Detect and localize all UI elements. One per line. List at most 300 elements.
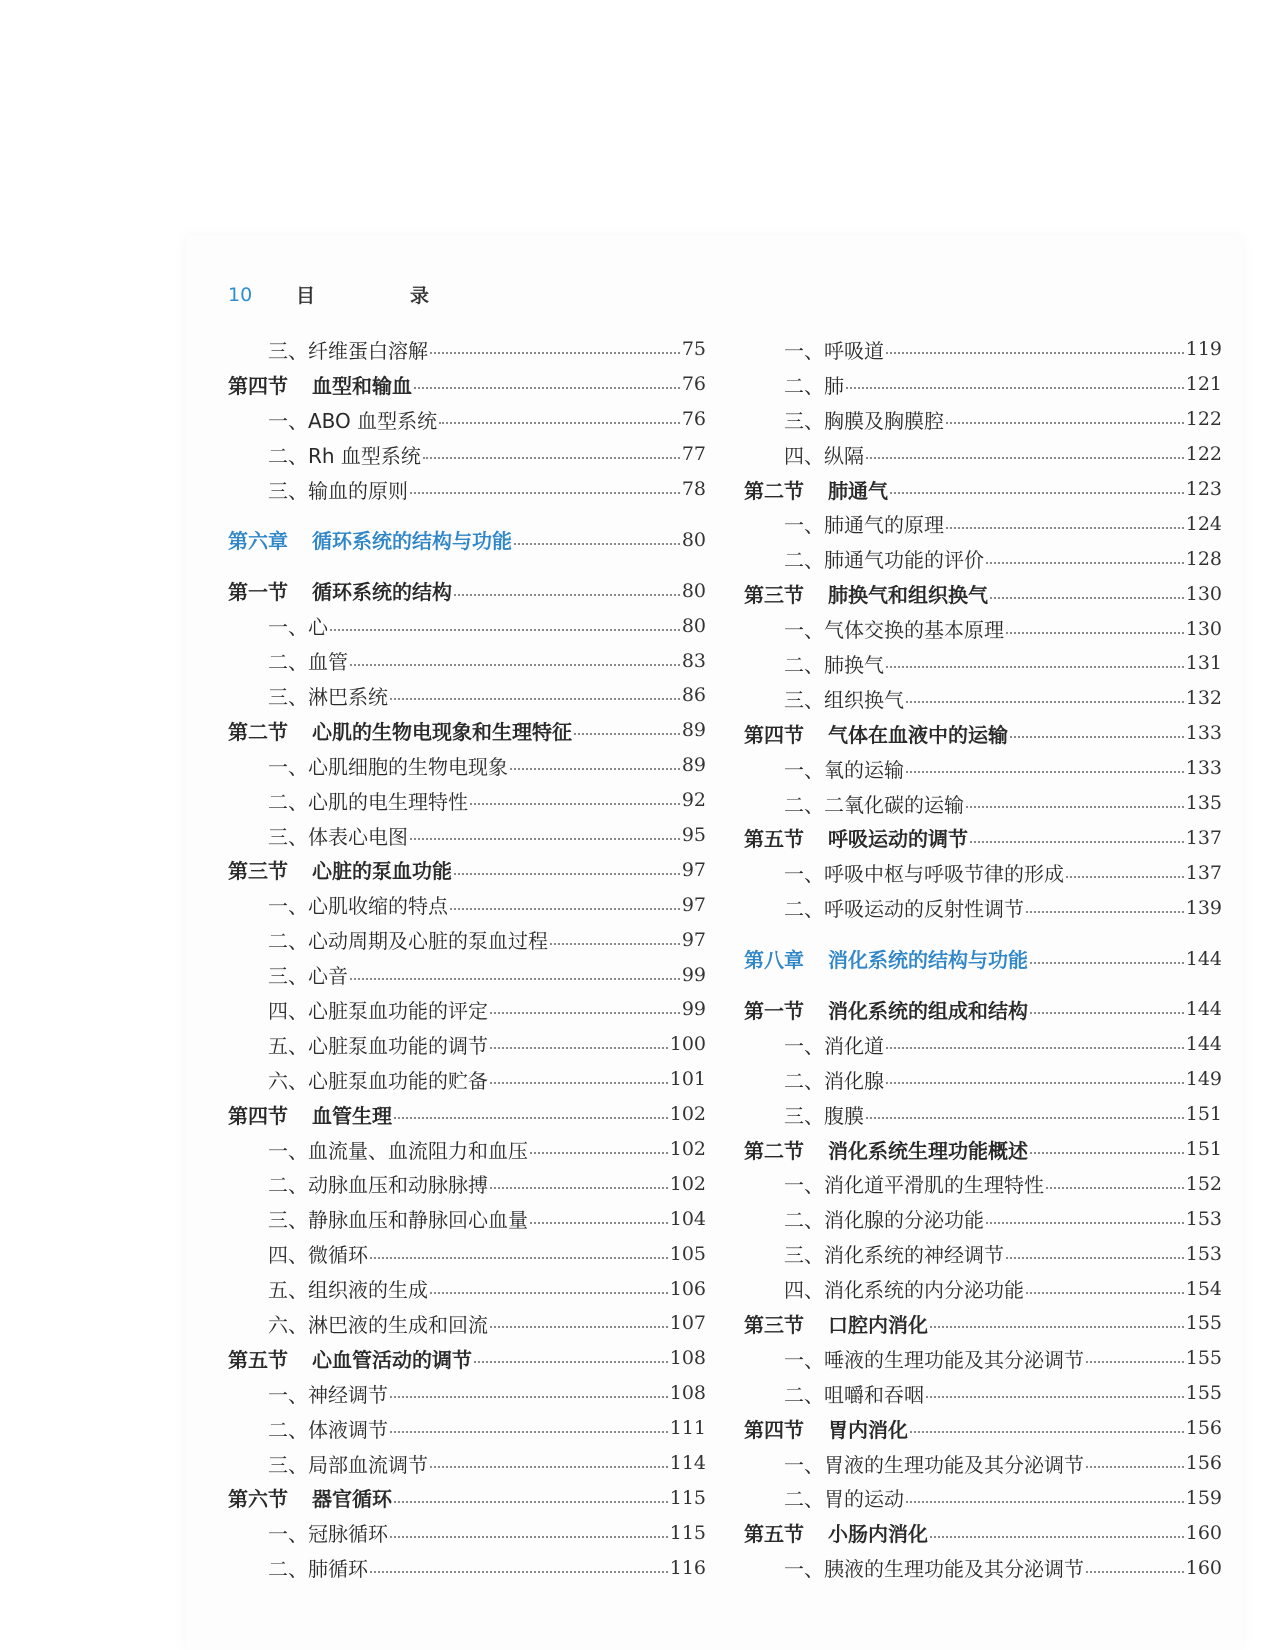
toc-entry-lead xyxy=(268,995,488,1024)
toc-entry-lead xyxy=(228,525,512,554)
dot-leader xyxy=(550,943,680,945)
toc-entry-lead xyxy=(268,1274,428,1303)
toc-entry-page: 111 xyxy=(669,1417,706,1440)
toc-entry-page: 159 xyxy=(1185,1486,1222,1509)
dot-leader xyxy=(906,701,1184,703)
toc-entry-page: 107 xyxy=(669,1312,706,1335)
toc-chapter[interactable] xyxy=(744,941,1222,976)
dot-leader xyxy=(454,594,680,596)
toc-entry[interactable] xyxy=(228,1062,706,1097)
toc-section[interactable] xyxy=(228,1341,706,1376)
dot-leader xyxy=(1086,1466,1184,1468)
toc-entry-lead xyxy=(784,335,884,364)
toc-section[interactable] xyxy=(744,472,1222,507)
toc-entry-label: 一、冠脉循环 xyxy=(268,1522,388,1547)
toc-entry-lead xyxy=(744,944,1028,973)
toc-entry[interactable] xyxy=(228,1515,706,1550)
dot-leader xyxy=(330,629,680,631)
toc-entry[interactable] xyxy=(228,1411,706,1446)
toc-entry-page: 97 xyxy=(681,858,706,881)
toc-entry-page: 108 xyxy=(669,1382,706,1405)
dot-leader xyxy=(430,1292,668,1294)
toc-entry[interactable] xyxy=(744,1097,1222,1132)
toc-entry-label: 二、肺换气 xyxy=(784,652,884,677)
toc-entry-page: 137 xyxy=(1185,861,1222,884)
toc-entry[interactable] xyxy=(744,437,1222,472)
toc-entry-lead xyxy=(268,960,348,989)
toc-entry-label: 三、腹膜 xyxy=(784,1103,864,1128)
toc-entry-lead xyxy=(268,890,448,919)
dot-leader xyxy=(350,978,680,980)
toc-entry[interactable] xyxy=(744,1376,1222,1411)
toc-entry-lead xyxy=(268,335,428,364)
toc-section[interactable] xyxy=(228,1481,706,1516)
toc-entry-page: 99 xyxy=(681,963,706,986)
page-header xyxy=(228,281,467,308)
dot-leader xyxy=(926,1396,1184,1398)
toc-entry[interactable] xyxy=(744,646,1222,681)
toc-chapter[interactable] xyxy=(228,522,706,557)
toc-entry-label: 六、淋巴液的生成和回流 xyxy=(268,1312,488,1337)
toc-entry-lead xyxy=(744,1518,928,1547)
toc-entry-page: 102 xyxy=(669,1103,706,1126)
toc-entry-label: 循环系统的结构 xyxy=(312,580,452,605)
toc-entry[interactable] xyxy=(228,1201,706,1236)
toc-entry-lead xyxy=(228,576,452,605)
toc-entry-label: 三、组织换气 xyxy=(784,687,904,712)
toc-entry[interactable] xyxy=(744,541,1222,576)
toc-entry-label: 血管生理 xyxy=(312,1103,392,1128)
toc-entry-label: 一、呼吸道 xyxy=(784,338,884,363)
toc-entry-label: 四、心脏泵血功能的评定 xyxy=(268,998,488,1023)
toc-entry-lead xyxy=(784,789,964,818)
toc-entry-lead xyxy=(744,823,968,852)
toc-entry-lead xyxy=(268,1169,488,1198)
dot-leader xyxy=(454,873,680,875)
toc-entry-label: 一、气体交换的基本原理 xyxy=(784,618,1004,643)
dot-leader xyxy=(1066,876,1184,878)
toc-entry-label: 器官循环 xyxy=(312,1487,392,1512)
toc-section[interactable] xyxy=(744,1411,1222,1446)
toc-entry-number: 第五节 xyxy=(228,1347,288,1372)
toc-entry-label: 气体在血液中的运输 xyxy=(828,722,1008,747)
dot-leader xyxy=(390,1431,668,1433)
toc-entry[interactable] xyxy=(228,608,706,643)
toc-entry-label: 一、神经调节 xyxy=(268,1382,388,1407)
toc-entry-number: 第三节 xyxy=(744,1312,804,1337)
toc-entry-page: 155 xyxy=(1185,1382,1222,1405)
toc-entry-lead xyxy=(268,1135,528,1164)
toc-entry-label: 二、咀嚼和吞咽 xyxy=(784,1382,924,1407)
toc-entry-page: 102 xyxy=(669,1172,706,1195)
dot-leader xyxy=(946,527,1184,529)
toc-entry[interactable] xyxy=(744,1166,1222,1201)
toc-entry-page: 92 xyxy=(681,789,706,812)
dot-leader xyxy=(986,1222,1184,1224)
toc-entry[interactable] xyxy=(228,472,706,507)
dot-leader xyxy=(410,838,680,840)
toc-section[interactable] xyxy=(228,573,706,608)
toc-entry-lead xyxy=(784,1483,904,1512)
toc-entry-number: 第一节 xyxy=(228,580,288,605)
dot-leader xyxy=(1046,1187,1184,1189)
toc-entry[interactable] xyxy=(228,992,706,1027)
toc-entry-label: 一、ABO 血型系统 xyxy=(268,408,438,433)
dot-leader xyxy=(394,1117,668,1119)
toc-entry[interactable] xyxy=(228,402,706,437)
toc-entry-lead xyxy=(744,995,1028,1024)
dot-leader xyxy=(390,1536,668,1538)
toc-entry-number: 第四节 xyxy=(744,722,804,747)
toc-entry[interactable] xyxy=(744,786,1222,821)
toc-entry-page: 160 xyxy=(1185,1521,1222,1544)
toc-entry-page: 105 xyxy=(669,1242,706,1265)
dot-leader xyxy=(886,352,1184,354)
toc-entry[interactable] xyxy=(744,1550,1222,1585)
toc-entry-page: 97 xyxy=(681,928,706,951)
toc-entry[interactable] xyxy=(228,1236,706,1271)
toc-left-column xyxy=(228,332,706,1585)
toc-entry-page: 124 xyxy=(1185,512,1222,535)
toc-entry-label: 消化系统生理功能概述 xyxy=(828,1138,1028,1163)
toc-entry[interactable] xyxy=(744,1062,1222,1097)
toc-entry[interactable] xyxy=(744,367,1222,402)
toc-entry-number: 第六节 xyxy=(228,1487,288,1512)
toc-entry-lead xyxy=(228,1100,392,1129)
toc-entry[interactable] xyxy=(228,818,706,853)
toc-entry-label: 二、呼吸运动的反射性调节 xyxy=(784,897,1024,922)
toc-entry-label: 二、心肌的电生理特性 xyxy=(268,789,468,814)
toc-entry-lead xyxy=(744,1309,928,1338)
toc-entry-page: 101 xyxy=(669,1068,706,1091)
toc-entry-number: 第二节 xyxy=(228,719,288,744)
toc-entry-label: 二、肺 xyxy=(784,373,844,398)
dot-leader xyxy=(394,1501,668,1503)
toc-entry-page: 114 xyxy=(669,1452,706,1475)
page-number: 10 xyxy=(228,283,253,306)
dot-leader xyxy=(430,1466,668,1468)
toc-entry-lead xyxy=(268,925,548,954)
dot-leader xyxy=(1030,962,1184,964)
toc-entry-label: 一、血流量、血流阻力和血压 xyxy=(268,1138,528,1163)
toc-section[interactable] xyxy=(744,716,1222,751)
toc-entry-page: 156 xyxy=(1185,1452,1222,1475)
dot-leader xyxy=(846,387,1184,389)
toc-section[interactable] xyxy=(228,367,706,402)
toc-section[interactable] xyxy=(744,1515,1222,1550)
toc-entry[interactable] xyxy=(744,402,1222,437)
dot-leader xyxy=(490,1187,668,1189)
toc-entry-lead xyxy=(268,475,408,504)
toc-entry[interactable] xyxy=(228,1376,706,1411)
toc-entry[interactable] xyxy=(228,922,706,957)
toc-entry[interactable] xyxy=(744,1446,1222,1481)
toc-entry-lead xyxy=(268,1449,428,1478)
toc-entry-lead xyxy=(784,1065,884,1094)
dot-leader xyxy=(906,771,1184,773)
toc-entry-page: 155 xyxy=(1185,1312,1222,1335)
toc-entry-lead xyxy=(784,754,904,783)
dot-leader xyxy=(1026,1292,1184,1294)
toc-entry-page: 144 xyxy=(1185,1033,1222,1056)
toc-entry-label: 五、组织液的生成 xyxy=(268,1278,428,1303)
toc-entry-lead xyxy=(784,684,904,713)
toc-entry-label: 二、心动周期及心脏的泵血过程 xyxy=(268,929,548,954)
toc-entry[interactable] xyxy=(228,1132,706,1167)
toc-entry[interactable] xyxy=(228,783,706,818)
toc-entry-label: 血型和输血 xyxy=(312,373,412,398)
toc-entry-page: 123 xyxy=(1185,478,1222,500)
toc-entry[interactable] xyxy=(744,1341,1222,1376)
toc-entry-page: 139 xyxy=(1185,896,1222,919)
toc-entry[interactable] xyxy=(744,611,1222,646)
toc-entry-lead xyxy=(784,614,1004,643)
dot-leader xyxy=(423,457,680,459)
dot-leader xyxy=(1006,1257,1184,1259)
toc-entry-label: 三、局部血流调节 xyxy=(268,1452,428,1477)
toc-entry[interactable] xyxy=(228,748,706,783)
toc-entry-page: 115 xyxy=(669,1521,706,1544)
toc-entry-number: 第四节 xyxy=(228,373,288,398)
toc-entry-label: 消化系统的组成和结构 xyxy=(828,998,1028,1023)
dot-leader xyxy=(530,1152,668,1154)
toc-entry-page: 155 xyxy=(1185,1347,1222,1370)
toc-entry[interactable] xyxy=(228,678,706,713)
toc-entry[interactable] xyxy=(228,1306,706,1341)
dot-leader xyxy=(1086,1571,1184,1573)
toc-entry-number: 第五节 xyxy=(744,827,804,852)
toc-entry-label: 肺换气和组织换气 xyxy=(828,583,988,608)
dot-leader xyxy=(490,1082,668,1084)
toc-entry-label: 小肠内消化 xyxy=(828,1522,928,1547)
toc-entry-label: 四、消化系统的内分泌功能 xyxy=(784,1278,1024,1303)
toc-entry-number: 第四节 xyxy=(744,1417,804,1442)
toc-section[interactable] xyxy=(228,713,706,748)
toc-entry-label: 三、纤维蛋白溶解 xyxy=(268,338,428,363)
toc-entry-label: 口腔内消化 xyxy=(828,1312,928,1337)
toc-entry-lead xyxy=(268,1065,488,1094)
toc-entry[interactable] xyxy=(228,437,706,472)
toc-entry[interactable] xyxy=(228,643,706,678)
toc-entry-label: 三、体表心电图 xyxy=(268,824,408,849)
dot-leader xyxy=(886,666,1184,668)
toc-entry[interactable] xyxy=(744,890,1222,925)
dot-leader xyxy=(510,768,680,770)
dot-leader xyxy=(370,1257,668,1259)
toc-entry-lead xyxy=(268,646,348,675)
toc-entry-label: 一、消化道平滑肌的生理特性 xyxy=(784,1173,1044,1198)
dot-leader xyxy=(470,803,680,805)
toc-entry-page: 80 xyxy=(681,614,706,637)
toc-entry[interactable] xyxy=(744,1201,1222,1236)
toc-entry-page: 115 xyxy=(669,1486,706,1509)
toc-entry-label: 二、肺循环 xyxy=(268,1557,368,1582)
toc-entry-label: 一、心 xyxy=(268,615,328,640)
toc-entry[interactable] xyxy=(744,1481,1222,1516)
dot-leader xyxy=(450,908,680,910)
toc-entry-lead xyxy=(268,1518,388,1547)
toc-entry-lead xyxy=(268,1239,368,1268)
toc-entry-page: 76 xyxy=(681,373,706,396)
toc-entry-lead xyxy=(784,1030,884,1059)
toc-entry-label: 一、唾液的生理功能及其分泌调节 xyxy=(784,1347,1084,1372)
toc-entry-lead xyxy=(784,1169,1044,1198)
toc-entry[interactable] xyxy=(744,1271,1222,1306)
toc-entry-page: 100 xyxy=(669,1033,706,1056)
toc-entry-lead xyxy=(228,370,412,399)
toc-entry-lead xyxy=(784,405,944,434)
toc-entry[interactable] xyxy=(228,1446,706,1481)
toc-entry-lead xyxy=(268,611,328,640)
dot-leader xyxy=(430,352,680,354)
toc-entry-page: 99 xyxy=(681,998,706,1021)
toc-entry-label: 一、消化道 xyxy=(784,1033,884,1058)
toc-entry-page: 137 xyxy=(1185,826,1222,849)
toc-entry-label: 二、二氧化碳的运输 xyxy=(784,792,964,817)
toc-entry-label: 二、血管 xyxy=(268,650,348,675)
toc-section[interactable] xyxy=(228,852,706,887)
toc-entry-lead xyxy=(784,1274,1024,1303)
toc-entry-label: 二、肺通气功能的评价 xyxy=(784,548,984,573)
toc-entry[interactable] xyxy=(228,957,706,992)
toc-entry-page: 151 xyxy=(1185,1103,1222,1126)
toc-entry-label: 一、肺通气的原理 xyxy=(784,513,944,538)
toc-entry-label: 心脏的泵血功能 xyxy=(312,859,452,884)
toc-entry-lead xyxy=(268,681,388,710)
toc-entry[interactable] xyxy=(228,1027,706,1062)
toc-entry-lead xyxy=(268,786,468,815)
dot-leader xyxy=(414,387,680,389)
dot-leader xyxy=(530,1222,668,1224)
toc-entry-page: 83 xyxy=(681,649,706,672)
toc-entry[interactable] xyxy=(744,855,1222,890)
toc-entry[interactable] xyxy=(228,1550,706,1585)
dot-leader xyxy=(574,733,680,735)
toc-entry-lead xyxy=(784,1239,1004,1268)
dot-leader xyxy=(1006,632,1184,634)
toc-entry-lead xyxy=(268,1553,368,1582)
toc-entry-page: 116 xyxy=(669,1556,706,1579)
toc-entry-label: 四、纵隔 xyxy=(784,443,864,468)
toc-entry-page: 153 xyxy=(1185,1207,1222,1230)
toc-entry[interactable] xyxy=(744,332,1222,367)
toc-entry-page: 80 xyxy=(681,528,706,551)
toc-entry-label: 心血管活动的调节 xyxy=(312,1347,472,1372)
toc-entry-number: 第四节 xyxy=(228,1103,288,1128)
toc-entry-label: 二、体液调节 xyxy=(268,1417,388,1442)
toc-entry-page: 121 xyxy=(1185,373,1222,396)
toc-entry[interactable] xyxy=(228,1166,706,1201)
toc-entry-label: 一、胰液的生理功能及其分泌调节 xyxy=(784,1557,1084,1582)
dot-leader xyxy=(910,1431,1184,1433)
toc-section[interactable] xyxy=(228,1097,706,1132)
toc-entry-page: 122 xyxy=(1185,443,1222,466)
dot-leader xyxy=(474,1361,668,1363)
toc-entry-label: 五、心脏泵血功能的调节 xyxy=(268,1033,488,1058)
toc-entry-lead xyxy=(268,1414,388,1443)
toc-section[interactable] xyxy=(744,1306,1222,1341)
toc-entry-number: 第三节 xyxy=(744,583,804,608)
toc-entry-label: 消化系统的结构与功能 xyxy=(828,948,1028,973)
toc-entry-page: 133 xyxy=(1185,722,1222,745)
toc-entry-label: 二、消化腺 xyxy=(784,1068,884,1093)
toc-entry-page: 77 xyxy=(681,443,706,466)
toc-entry-lead xyxy=(784,370,844,399)
toc-entry[interactable] xyxy=(744,1236,1222,1271)
toc-entry-label: 三、胸膜及胸膜腔 xyxy=(784,408,944,433)
toc-entry-lead xyxy=(784,1449,1084,1478)
toc-entry-lead xyxy=(784,1344,1084,1373)
toc-section[interactable] xyxy=(744,576,1222,611)
dot-leader xyxy=(370,1571,668,1573)
toc-entry-lead xyxy=(744,719,1008,748)
toc-entry-lead xyxy=(228,1344,472,1373)
dot-leader xyxy=(390,1396,668,1398)
toc-section[interactable] xyxy=(744,1132,1222,1167)
toc-entry-lead xyxy=(228,855,452,884)
toc-entry[interactable] xyxy=(744,681,1222,716)
toc-entry-page: 132 xyxy=(1185,687,1222,710)
dot-leader xyxy=(970,841,1184,843)
toc-entry-label: 一、心肌细胞的生物电现象 xyxy=(268,754,508,779)
toc-entry[interactable] xyxy=(228,332,706,367)
toc-entry-number: 第五节 xyxy=(744,1522,804,1547)
toc-entry-number: 第三节 xyxy=(228,859,288,884)
toc-right-column xyxy=(744,332,1222,1585)
toc-entry-page: 86 xyxy=(681,684,706,707)
toc-entry-label: 六、心脏泵血功能的贮备 xyxy=(268,1068,488,1093)
toc-entry-label: 心肌的生物电现象和生理特征 xyxy=(312,719,572,744)
dot-leader xyxy=(1086,1361,1184,1363)
toc-entry-label: 三、淋巴系统 xyxy=(268,684,388,709)
toc-section[interactable] xyxy=(744,820,1222,855)
toc-entry-label: 二、Rh 血型系统 xyxy=(268,443,421,468)
toc-entry-lead xyxy=(744,475,888,504)
toc-entry-page: 104 xyxy=(669,1207,706,1230)
toc-entry-page: 160 xyxy=(1185,1556,1222,1579)
toc-entry-page: 78 xyxy=(681,478,706,500)
toc-entry-lead xyxy=(784,544,984,573)
toc-entry[interactable] xyxy=(744,506,1222,541)
toc-entry-label: 三、心音 xyxy=(268,964,348,989)
toc-entry-page: 108 xyxy=(669,1347,706,1370)
toc-entry-lead xyxy=(784,893,1024,922)
toc-entry-label: 肺通气 xyxy=(828,478,888,503)
dot-leader xyxy=(490,1047,668,1049)
toc-entry-label: 二、消化腺的分泌功能 xyxy=(784,1208,984,1233)
toc-entry-label: 一、心肌收缩的特点 xyxy=(268,894,448,919)
dot-leader xyxy=(946,422,1184,424)
dot-leader xyxy=(410,492,680,494)
toc-entry-number: 第一节 xyxy=(744,998,804,1023)
toc-section[interactable] xyxy=(744,992,1222,1027)
toc-entry-page: 151 xyxy=(1185,1138,1222,1161)
toc-entry[interactable] xyxy=(228,887,706,922)
toc-entry-page: 131 xyxy=(1185,652,1222,675)
toc-entry-page: 152 xyxy=(1185,1172,1222,1195)
toc-entry-number: 第八章 xyxy=(744,948,804,973)
toc-entry[interactable] xyxy=(744,1027,1222,1062)
toc-entry[interactable] xyxy=(744,751,1222,786)
toc-entry-lead xyxy=(268,1030,488,1059)
toc-entry-label: 胃内消化 xyxy=(828,1417,908,1442)
toc-entry-number: 第二节 xyxy=(744,478,804,503)
toc-entry-label: 一、氧的运输 xyxy=(784,757,904,782)
dot-leader xyxy=(1010,736,1184,738)
toc-entry[interactable] xyxy=(228,1271,706,1306)
toc-entry-lead xyxy=(228,1483,392,1512)
toc-entry-number: 第六章 xyxy=(228,529,288,554)
